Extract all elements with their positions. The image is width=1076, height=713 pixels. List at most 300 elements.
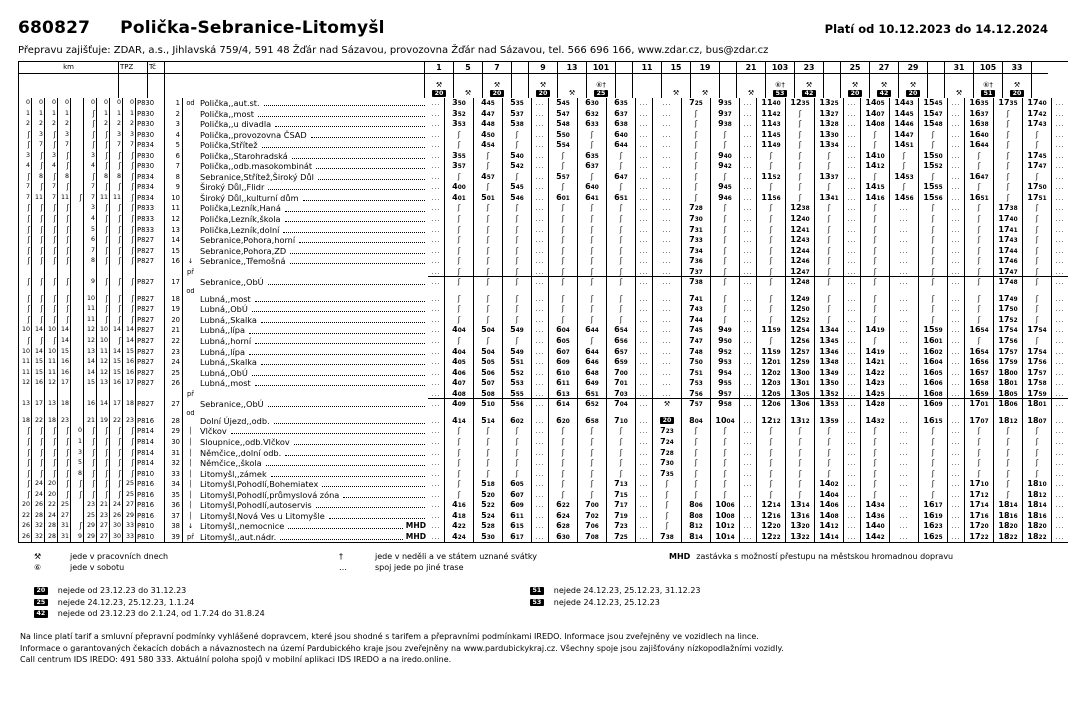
not-served-squiggle: ʃ xyxy=(515,129,519,139)
km-cell: ʃ xyxy=(83,437,96,448)
hour: 5 xyxy=(481,357,487,367)
km-cell: 12 xyxy=(83,336,96,347)
not-served-squiggle: ʃ xyxy=(694,489,698,499)
time-cell xyxy=(473,256,502,267)
time-cell xyxy=(681,521,710,532)
minutes: 53 xyxy=(515,381,524,388)
time-cell xyxy=(756,347,785,358)
tpz-cell: P814 xyxy=(135,426,165,437)
not-served-squiggle: ʃ xyxy=(873,214,877,224)
time-cell xyxy=(889,172,918,183)
minutes: 07 xyxy=(876,111,885,118)
minutes: 54 xyxy=(1038,328,1047,335)
filler-cell xyxy=(428,294,444,305)
time-cell xyxy=(577,193,606,204)
hour: 18 xyxy=(1027,500,1039,510)
not-served-squiggle: ʃ xyxy=(619,256,623,266)
minutes: 55 xyxy=(457,153,466,160)
other-route-dots: ... xyxy=(899,278,909,287)
other-route-dots: ... xyxy=(431,448,441,457)
service-symbols-29 xyxy=(898,74,928,98)
minutes: 12 xyxy=(801,418,810,425)
time-cell xyxy=(548,521,577,532)
km-cell: ʃ xyxy=(96,304,109,315)
minutes: 40 xyxy=(590,185,599,192)
filler-cell xyxy=(844,130,860,141)
time-cell xyxy=(577,521,606,532)
filler-cell xyxy=(532,500,548,511)
km-cell: ʃ xyxy=(18,336,31,347)
hour: 7 xyxy=(585,531,591,541)
time-cells xyxy=(428,448,1068,459)
km-cell: ʃ xyxy=(44,225,57,236)
minutes: 04 xyxy=(486,328,495,335)
time-cell xyxy=(1022,172,1052,183)
other-route-dots: ... xyxy=(743,427,753,436)
tc-cell: 14 xyxy=(165,235,183,246)
time-cell xyxy=(785,378,814,389)
badge-legend-item xyxy=(530,586,701,595)
service-symbols-1 xyxy=(424,74,453,98)
time-cell xyxy=(785,458,814,469)
km-cell: ʃ xyxy=(57,294,70,305)
minutes: 40 xyxy=(772,101,781,107)
hour: 7 xyxy=(689,388,695,398)
minutes: 05 xyxy=(876,101,885,107)
station-name: Němčice,,dolní odb. xyxy=(200,447,282,458)
filler-cell xyxy=(740,182,756,193)
minutes: 57 xyxy=(801,349,810,356)
minutes: 20 xyxy=(801,524,810,531)
not-served-squiggle: ʃ xyxy=(873,293,877,303)
minutes: 56 xyxy=(934,195,943,202)
filler-cell xyxy=(1052,130,1068,141)
not-served-squiggle: ʃ xyxy=(931,245,935,255)
time-cell xyxy=(606,532,636,543)
time-cell xyxy=(860,458,889,469)
filler-cell xyxy=(948,161,964,172)
km-cell: 10 xyxy=(44,347,57,358)
km-cell: ʃ xyxy=(96,235,109,246)
hour: 14 xyxy=(865,415,877,425)
km-cell: 25 xyxy=(122,490,135,501)
hour: 7 xyxy=(689,367,695,377)
time-cell xyxy=(710,140,740,151)
time-cell xyxy=(577,256,606,267)
not-served-squiggle: ʃ xyxy=(798,436,802,446)
tc-cell: 3 xyxy=(165,119,183,130)
not-served-squiggle: ʃ xyxy=(561,235,565,245)
hour: 16 xyxy=(969,192,981,202)
not-served-squiggle: ʃ xyxy=(1035,256,1039,266)
time-cell xyxy=(652,203,681,214)
not-served-squiggle: ʃ xyxy=(827,277,831,287)
time-cell xyxy=(918,378,948,389)
not-served-squiggle: ʃ xyxy=(619,468,623,478)
not-served-squiggle: ʃ xyxy=(515,140,519,150)
not-served-squiggle: ʃ xyxy=(873,304,877,314)
legend-saturday-text: jede v sobotu xyxy=(70,563,125,573)
filler-cell xyxy=(740,490,756,501)
km-cell: 16 xyxy=(122,368,135,379)
time-cell xyxy=(652,448,681,459)
km-cell: 23 xyxy=(57,416,70,427)
hour: 18 xyxy=(998,415,1010,425)
time-cell xyxy=(814,256,844,267)
time-cell xyxy=(918,469,948,480)
other-route-dots: ... xyxy=(951,326,961,335)
filler-cell xyxy=(740,151,756,162)
filler-cell xyxy=(1052,151,1068,162)
tc-cell: 31 xyxy=(165,448,183,459)
other-route-dots: ... xyxy=(847,379,857,388)
minutes: 45 xyxy=(772,132,781,139)
station-name: Litomyšl,Pohodlí,autoservis xyxy=(200,500,312,511)
km-cell: 24 xyxy=(31,490,44,501)
table-row xyxy=(18,325,1068,336)
route-marker: př xyxy=(187,267,194,276)
km-cell: ʃ xyxy=(96,203,109,214)
time-cell xyxy=(964,315,993,326)
other-route-dots: ... xyxy=(639,368,649,377)
hour: 13 xyxy=(819,98,831,107)
time-cell xyxy=(889,500,918,511)
other-route-dots: ... xyxy=(1055,193,1065,202)
time-cells xyxy=(428,357,1068,368)
time-cell xyxy=(918,172,948,183)
leader-dots xyxy=(285,214,426,222)
other-route-dots: ... xyxy=(1055,305,1065,314)
km-cell: ʃ xyxy=(57,469,70,480)
time-cell xyxy=(502,214,532,225)
station-name: Sloupnice,,odb.Vlčkov xyxy=(200,436,290,447)
minutes: 16 xyxy=(457,503,466,510)
filler-cell xyxy=(532,203,548,214)
hour: 14 xyxy=(865,531,877,541)
hour: 13 xyxy=(819,336,831,346)
time-cell xyxy=(681,161,710,172)
km-cell xyxy=(70,336,83,347)
filler-cell xyxy=(948,98,964,109)
time-cell xyxy=(444,304,473,315)
hour: 7 xyxy=(689,293,695,303)
filler-column-header xyxy=(408,62,424,74)
km-cell: 17 xyxy=(122,378,135,389)
km-cell xyxy=(70,325,83,336)
not-served-squiggle: ʃ xyxy=(619,447,623,457)
other-route-dots: ... xyxy=(899,204,909,213)
minutes: 35 xyxy=(665,471,674,478)
time-cell xyxy=(681,130,710,141)
time-cell xyxy=(577,203,606,214)
hour: 5 xyxy=(481,489,487,499)
time-cell xyxy=(681,140,710,151)
leader-dots xyxy=(255,378,425,386)
station-cell xyxy=(198,416,428,427)
tpz-cell: P833 xyxy=(135,214,165,225)
not-served-squiggle: ʃ xyxy=(486,224,490,234)
time-cell xyxy=(964,151,993,162)
hour: 6 xyxy=(614,171,620,181)
other-route-dots: ... xyxy=(662,315,672,324)
minutes: 47 xyxy=(801,269,810,276)
time-cell xyxy=(652,235,681,246)
hour: 14 xyxy=(865,378,877,388)
filler-cell xyxy=(428,246,444,257)
hour: 6 xyxy=(556,399,562,409)
filler-cell xyxy=(844,416,860,427)
time-cell xyxy=(756,315,785,326)
hour: 7 xyxy=(614,521,620,531)
km-cell: ʃ xyxy=(122,294,135,305)
time-cell xyxy=(860,490,889,501)
other-route-dots: ... xyxy=(431,162,441,171)
hour: 9 xyxy=(718,119,724,129)
time-cell xyxy=(814,347,844,358)
route-marker xyxy=(183,161,198,172)
not-served-squiggle: ʃ xyxy=(515,266,519,276)
time-cell xyxy=(756,325,785,336)
km-cell: 16 xyxy=(57,368,70,379)
minutes: 17 xyxy=(934,503,943,510)
not-served-squiggle: ʃ xyxy=(590,468,594,478)
km-cell: 15 xyxy=(31,357,44,368)
not-served-squiggle: ʃ xyxy=(457,171,461,181)
hour: 4 xyxy=(452,367,458,377)
minutes: 06 xyxy=(830,503,839,510)
other-route-dots: ... xyxy=(743,162,753,171)
filler-cell xyxy=(428,161,444,172)
filler-cell xyxy=(1052,225,1068,236)
km-cell xyxy=(31,389,44,400)
not-served-squiggle: ʃ xyxy=(769,182,773,192)
minutes: 50 xyxy=(486,132,495,139)
hour: 6 xyxy=(585,161,591,171)
time-cell xyxy=(756,399,785,410)
filler-cell xyxy=(948,389,964,400)
minutes: 45 xyxy=(1038,153,1047,160)
time-cell xyxy=(814,235,844,246)
minutes: 05 xyxy=(515,482,524,489)
time-cells xyxy=(428,151,1068,162)
time-cell xyxy=(814,203,844,214)
not-served-squiggle: ʃ xyxy=(694,140,698,150)
minutes: 46 xyxy=(905,122,914,129)
other-route-dots: ... xyxy=(431,416,441,425)
not-served-squiggle: ʃ xyxy=(977,336,981,346)
minutes: 21 xyxy=(876,360,885,367)
not-served-squiggle: ʃ xyxy=(619,314,623,324)
time-cell xyxy=(785,490,814,501)
time-cell xyxy=(993,532,1022,543)
minutes: 34 xyxy=(694,248,703,255)
filler-cell xyxy=(948,399,964,410)
km-cell xyxy=(70,347,83,358)
time-cell xyxy=(548,304,577,315)
km-cell: 24 xyxy=(109,500,122,511)
filler-cell xyxy=(532,336,548,347)
minutes: 24 xyxy=(457,534,466,541)
time-cell xyxy=(710,277,740,288)
other-route-dots: ... xyxy=(951,246,961,255)
station-cell xyxy=(198,357,428,368)
time-cell xyxy=(710,246,740,257)
km-cell: 11 xyxy=(44,357,57,368)
tc-cell: 33 xyxy=(165,469,183,480)
hour: 5 xyxy=(510,399,516,409)
hour: 9 xyxy=(718,325,724,335)
time-cell xyxy=(502,225,532,236)
route-marker xyxy=(183,130,198,141)
km-cell: ʃ xyxy=(57,214,70,225)
time-cell xyxy=(652,490,681,501)
station-name: Lubná,,Skalka xyxy=(200,314,257,325)
station-cell xyxy=(198,426,428,437)
route-marker xyxy=(183,277,198,288)
minutes: 07 xyxy=(561,349,570,356)
time-cell xyxy=(918,304,948,315)
not-served-squiggle: ʃ xyxy=(590,479,594,489)
time-cell xyxy=(652,368,681,379)
time-cell xyxy=(652,182,681,193)
table-row xyxy=(18,203,1068,214)
time-cells xyxy=(428,315,1068,326)
not-served-squiggle: ʃ xyxy=(619,266,623,276)
minutes: 02 xyxy=(590,513,599,520)
time-cell xyxy=(502,151,532,162)
not-served-squiggle: ʃ xyxy=(457,304,461,314)
other-route-dots: ... xyxy=(847,368,857,377)
filler-cell xyxy=(428,399,444,410)
not-served-squiggle: ʃ xyxy=(769,468,773,478)
km-cell xyxy=(70,151,83,162)
time-cell xyxy=(444,203,473,214)
hour: 17 xyxy=(998,277,1010,287)
km-cell: 27 xyxy=(96,521,109,532)
km-cell xyxy=(57,267,70,278)
minutes: 52 xyxy=(515,370,524,377)
other-route-dots: ... xyxy=(951,109,961,118)
other-route-dots: ... xyxy=(743,379,753,388)
other-route-dots: ... xyxy=(1055,215,1065,224)
km-cell xyxy=(122,389,135,400)
filler-cell xyxy=(636,521,652,532)
hour: 6 xyxy=(585,192,591,202)
hour: 12 xyxy=(790,245,802,255)
other-route-dots: ... xyxy=(951,267,961,276)
filler-cell xyxy=(636,532,652,543)
filler-cell xyxy=(532,119,548,130)
hour: 12 xyxy=(790,235,802,245)
legend-saturday xyxy=(34,563,339,572)
station-cell xyxy=(198,172,428,183)
other-route-dots: ... xyxy=(847,141,857,150)
km-cell: ʃ xyxy=(31,151,44,162)
minutes: 02 xyxy=(772,370,781,377)
time-cell xyxy=(993,378,1022,389)
workdays-icon: ⚒ xyxy=(663,400,671,409)
not-served-squiggle: ʃ xyxy=(769,436,773,446)
hour: 17 xyxy=(1027,98,1039,107)
time-cell xyxy=(652,109,681,120)
time-cell xyxy=(814,182,844,193)
tc-cell: 4 xyxy=(165,130,183,141)
hour: 16 xyxy=(923,399,935,409)
hour: 16 xyxy=(969,98,981,107)
filler-cell xyxy=(1052,161,1068,172)
filler-cell xyxy=(948,479,964,490)
minutes: 38 xyxy=(515,122,524,129)
route-marker xyxy=(183,109,198,120)
station-name: Lubná,,most xyxy=(200,378,251,389)
minutes: 14 xyxy=(1038,503,1047,510)
minutes: 56 xyxy=(772,195,781,202)
time-cell xyxy=(1022,357,1052,368)
not-served-squiggle: ʃ xyxy=(1035,224,1039,234)
hour: 6 xyxy=(556,367,562,377)
filler-cell xyxy=(740,437,756,448)
minutes: 56 xyxy=(1038,360,1047,367)
not-served-squiggle: ʃ xyxy=(827,436,831,446)
time-cell xyxy=(964,500,993,511)
filler-cell xyxy=(740,458,756,469)
km-cell: 4 xyxy=(44,161,57,172)
time-cell xyxy=(964,277,993,288)
other-route-dots: ... xyxy=(535,267,545,276)
km-cell: ʃ xyxy=(83,172,96,183)
filler-cell xyxy=(1052,399,1068,410)
time-cell xyxy=(577,347,606,358)
hour: 13 xyxy=(790,521,802,531)
other-route-dots: ... xyxy=(662,358,672,367)
hour: 18 xyxy=(1027,521,1039,531)
station-cell xyxy=(198,399,428,410)
other-route-dots: ... xyxy=(899,257,909,266)
not-served-squiggle: ʃ xyxy=(1035,314,1039,324)
not-served-squiggle: ʃ xyxy=(457,256,461,266)
time-cell xyxy=(918,500,948,511)
hour: 13 xyxy=(790,388,802,398)
time-cell xyxy=(606,368,636,379)
minutes: 42 xyxy=(515,164,524,171)
time-cell xyxy=(502,479,532,490)
time-cell xyxy=(444,193,473,204)
time-cell xyxy=(606,119,636,130)
not-served-squiggle: ʃ xyxy=(457,293,461,303)
other-route-dots: ... xyxy=(662,225,672,234)
minutes: 18 xyxy=(457,513,466,520)
hour: 6 xyxy=(585,378,591,388)
hour: 18 xyxy=(1027,479,1039,489)
time-cell xyxy=(652,294,681,305)
minutes: 25 xyxy=(876,391,885,398)
other-route-dots: ... xyxy=(847,511,857,520)
hour: 13 xyxy=(819,192,831,202)
km-cell: 8 xyxy=(96,172,109,183)
time-cell xyxy=(681,151,710,162)
other-route-dots: ... xyxy=(899,416,909,425)
other-route-dots: ... xyxy=(535,416,545,425)
not-served-squiggle: ʃ xyxy=(619,458,623,468)
time-cell xyxy=(1022,294,1052,305)
time-cell xyxy=(652,389,681,400)
not-served-squiggle: ʃ xyxy=(902,161,906,171)
leader-dots xyxy=(280,532,403,540)
time-cell xyxy=(710,416,740,427)
filler-cell xyxy=(636,267,652,278)
time-cell xyxy=(993,490,1022,501)
km-cell: ʃ xyxy=(18,448,31,459)
